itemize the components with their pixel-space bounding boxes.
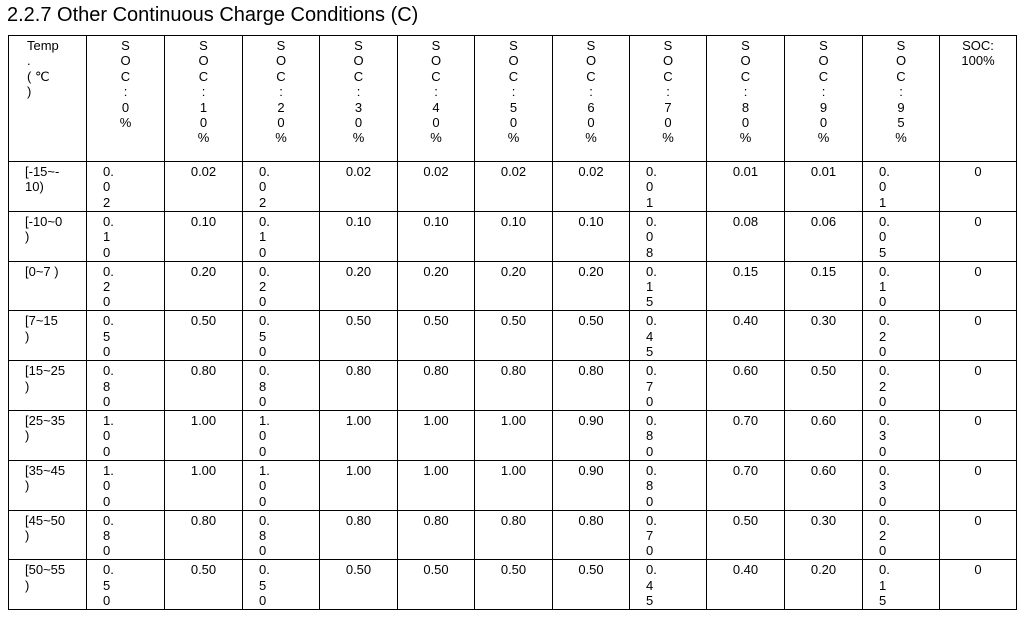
cell-value: 0	[974, 263, 982, 279]
row-temp-cell	[9, 261, 87, 311]
cell-soc-90	[785, 560, 863, 610]
cell-soc-0	[87, 261, 165, 311]
cell-soc-60	[553, 361, 630, 411]
cell-value: 0. 4 5	[646, 562, 657, 609]
cell-value: 0. 1 5	[646, 263, 657, 310]
cell-soc-60	[553, 510, 630, 560]
cell-value: 1. 0 0	[259, 412, 270, 459]
column-header-label: S O C : 7 0 %	[662, 38, 674, 146]
cell-soc-70	[630, 460, 707, 510]
cell-soc-20	[243, 560, 320, 610]
cell-value: 1.00	[500, 412, 527, 428]
table-row	[9, 410, 1017, 460]
cell-value: 0. 0 8	[646, 213, 657, 260]
cell-value: 0. 8 0	[646, 462, 657, 509]
cell-value: 0. 8 0	[259, 363, 270, 409]
cell-soc-95	[863, 560, 940, 610]
cell-soc-95	[863, 311, 940, 361]
cell-value: 0	[974, 313, 982, 329]
cell-soc-0	[87, 162, 165, 212]
cell-value: 0.80	[423, 512, 449, 528]
cell-value: 0. 2 0	[879, 313, 890, 360]
table-row	[9, 510, 1017, 560]
cell-value: 0.01	[810, 164, 837, 179]
cell-soc-80	[707, 560, 785, 610]
cell-soc-30	[320, 261, 398, 311]
cell-value: 0.01	[732, 164, 759, 179]
cell-soc-100	[940, 261, 1017, 311]
cell-value: 0.50	[190, 562, 217, 578]
column-header-label: S O C : 0 %	[119, 38, 132, 131]
cell-value: 0.02	[423, 164, 449, 179]
cell-value: 0.20	[810, 562, 837, 578]
row-temp-cell	[9, 311, 87, 361]
cell-value: 1. 0 0	[103, 412, 114, 459]
cell-soc-0	[87, 361, 165, 411]
cell-soc-20	[243, 460, 320, 510]
column-header-label: SOC: 100%	[961, 38, 995, 69]
cell-value: 1.00	[500, 462, 527, 478]
cell-soc-30	[320, 311, 398, 361]
cell-value: 0.80	[500, 363, 527, 379]
row-temp-label: [15~25 )	[25, 363, 66, 394]
row-temp-label: [0~7 )	[25, 263, 59, 279]
cell-soc-90	[785, 361, 863, 411]
cell-soc-30	[320, 410, 398, 460]
cell-value: 0.80	[190, 512, 217, 528]
cell-value: 0. 4 5	[646, 313, 657, 360]
cell-soc-0	[87, 410, 165, 460]
column-header-label: Temp . ( ℃ )	[27, 38, 59, 100]
cell-soc-90	[785, 211, 863, 261]
cell-soc-80	[707, 510, 785, 560]
cell-soc-90	[785, 162, 863, 212]
cell-soc-10	[165, 410, 243, 460]
cell-soc-80	[707, 460, 785, 510]
cell-value: 0.02	[190, 164, 217, 179]
cell-soc-50	[475, 460, 553, 510]
cell-soc-40	[398, 311, 475, 361]
cell-value: 0.50	[190, 313, 217, 329]
cell-value: 0.80	[345, 512, 372, 528]
cell-value: 0. 8 0	[259, 512, 270, 559]
cell-soc-0	[87, 510, 165, 560]
cell-value: 0. 7 0	[646, 363, 657, 409]
cell-soc-100	[940, 162, 1017, 212]
cell-value: 0.60	[732, 363, 759, 379]
cell-soc-40	[398, 510, 475, 560]
cell-value: 0.10	[500, 213, 527, 229]
row-temp-label: [25~35 )	[25, 412, 66, 444]
cell-soc-80	[707, 410, 785, 460]
cell-value: 0. 3 0	[879, 412, 890, 459]
row-temp-cell	[9, 211, 87, 261]
cell-value: 0. 8 0	[103, 512, 114, 559]
table-body	[9, 162, 1017, 610]
column-header-soc-95	[863, 36, 940, 162]
column-header-label: S O C : 1 0 %	[197, 38, 210, 146]
cell-soc-100	[940, 211, 1017, 261]
cell-soc-60	[553, 560, 630, 610]
cell-soc-95	[863, 361, 940, 411]
cell-soc-80	[707, 261, 785, 311]
column-header-soc-70	[630, 36, 707, 162]
table-row	[9, 261, 1017, 311]
cell-value: 0.50	[500, 562, 527, 578]
cell-value: 0. 5 0	[259, 313, 270, 360]
cell-value: 0. 0 5	[879, 213, 890, 260]
cell-soc-50	[475, 261, 553, 311]
cell-value: 1.00	[423, 462, 449, 478]
cell-soc-70	[630, 211, 707, 261]
cell-soc-20	[243, 510, 320, 560]
column-header-soc-20	[243, 36, 320, 162]
cell-value: 1.00	[345, 462, 372, 478]
cell-value: 0	[974, 412, 982, 428]
cell-value: 0.10	[190, 213, 217, 229]
cell-value: 0	[974, 512, 982, 528]
cell-soc-60	[553, 261, 630, 311]
cell-value: 0. 1 0	[879, 263, 890, 310]
cell-soc-50	[475, 361, 553, 411]
table-row	[9, 460, 1017, 510]
section-title: 2.2.7 Other Continuous Charge Conditions (C)	[7, 4, 419, 26]
cell-value: 0.02	[345, 164, 372, 179]
cell-soc-100	[940, 311, 1017, 361]
cell-soc-50	[475, 510, 553, 560]
row-temp-label: [-15~- 10)	[25, 164, 60, 195]
cell-soc-90	[785, 460, 863, 510]
cell-soc-70	[630, 560, 707, 610]
cell-soc-95	[863, 460, 940, 510]
cell-soc-100	[940, 510, 1017, 560]
cell-value: 0.02	[500, 164, 527, 179]
cell-value: 0.50	[500, 313, 527, 329]
cell-soc-95	[863, 261, 940, 311]
cell-soc-80	[707, 311, 785, 361]
cell-soc-20	[243, 211, 320, 261]
cell-value: 0.50	[345, 313, 372, 329]
cell-value: 0.06	[810, 213, 837, 229]
table-row	[9, 311, 1017, 361]
cell-soc-40	[398, 361, 475, 411]
cell-value: 0.50	[423, 313, 449, 329]
cell-soc-50	[475, 211, 553, 261]
row-temp-label: [7~15 )	[25, 313, 58, 344]
cell-soc-95	[863, 510, 940, 560]
cell-value: 0. 2 0	[103, 263, 114, 310]
cell-soc-10	[165, 460, 243, 510]
cell-value: 1. 0 0	[103, 462, 114, 509]
cell-soc-95	[863, 162, 940, 212]
cell-value: 0	[974, 462, 982, 478]
cell-value: 1.00	[190, 412, 217, 428]
cell-value: 0.50	[578, 313, 604, 329]
cell-value: 0. 0 1	[879, 164, 890, 210]
cell-value: 1. 0 0	[259, 462, 270, 509]
cell-value: 0. 3 0	[879, 462, 890, 509]
cell-soc-80	[707, 361, 785, 411]
column-header-temp	[9, 36, 87, 162]
cell-value: 0.70	[732, 462, 759, 478]
cell-value: 0.80	[190, 363, 217, 379]
cell-value: 0	[974, 164, 982, 179]
cell-value: 0.20	[423, 263, 449, 279]
cell-value: 0.60	[810, 412, 837, 428]
cell-soc-50	[475, 410, 553, 460]
cell-soc-90	[785, 510, 863, 560]
row-temp-label: [50~55 )	[25, 562, 66, 593]
cell-value: 1.00	[190, 462, 217, 478]
header-row	[9, 36, 1017, 162]
cell-soc-20	[243, 410, 320, 460]
cell-soc-100	[940, 460, 1017, 510]
cell-soc-50	[475, 560, 553, 610]
cell-value: 0.40	[732, 313, 759, 329]
column-header-soc-100	[940, 36, 1017, 162]
row-temp-cell	[9, 560, 87, 610]
column-header-soc-50	[475, 36, 553, 162]
cell-value: 0. 5 0	[103, 313, 114, 360]
row-temp-cell	[9, 460, 87, 510]
column-header-soc-60	[553, 36, 630, 162]
cell-soc-30	[320, 361, 398, 411]
cell-soc-0	[87, 211, 165, 261]
cell-soc-10	[165, 361, 243, 411]
cell-soc-20	[243, 162, 320, 212]
cell-soc-0	[87, 560, 165, 610]
row-temp-label: [45~50 )	[25, 512, 66, 543]
cell-soc-30	[320, 211, 398, 261]
table-row	[9, 162, 1017, 212]
column-header-soc-40	[398, 36, 475, 162]
cell-value: 0.30	[810, 512, 837, 528]
cell-soc-95	[863, 410, 940, 460]
cell-value: 0. 2 0	[259, 263, 270, 310]
cell-soc-95	[863, 211, 940, 261]
cell-value: 0.80	[423, 363, 449, 379]
row-temp-label: [-10~0 )	[25, 213, 63, 245]
cell-value: 0	[974, 213, 982, 229]
cell-value: 0.15	[810, 263, 837, 279]
cell-soc-10	[165, 162, 243, 212]
column-header-label: S O C : 5 0 %	[507, 38, 520, 146]
cell-soc-70	[630, 410, 707, 460]
cell-value: 0.90	[578, 412, 604, 428]
row-temp-cell	[9, 162, 87, 212]
cell-soc-100	[940, 410, 1017, 460]
cell-value: 0. 1 5	[879, 562, 890, 609]
cell-soc-50	[475, 311, 553, 361]
cell-value: 0	[974, 562, 982, 578]
cell-soc-40	[398, 460, 475, 510]
cell-soc-10	[165, 560, 243, 610]
cell-soc-10	[165, 261, 243, 311]
cell-soc-30	[320, 460, 398, 510]
cell-value: 0.80	[500, 512, 527, 528]
cell-value: 1.00	[423, 412, 449, 428]
cell-value: 0.50	[345, 562, 372, 578]
row-temp-label: [35~45 )	[25, 462, 66, 494]
cell-soc-70	[630, 510, 707, 560]
cell-value: 0. 0 2	[259, 164, 270, 210]
column-header-soc-10	[165, 36, 243, 162]
cell-value: 0.50	[578, 562, 604, 578]
cell-value: 0.10	[423, 213, 449, 229]
cell-value: 0.70	[732, 412, 759, 428]
cell-soc-50	[475, 162, 553, 212]
cell-soc-60	[553, 460, 630, 510]
cell-value: 0. 7 0	[646, 512, 657, 559]
cell-value: 1.00	[345, 412, 372, 428]
charge-conditions-table	[8, 35, 1017, 610]
cell-value: 0.20	[345, 263, 372, 279]
cell-soc-40	[398, 162, 475, 212]
cell-soc-100	[940, 361, 1017, 411]
cell-value: 0.02	[578, 164, 604, 179]
cell-value: 0. 0 2	[103, 164, 114, 210]
cell-soc-70	[630, 261, 707, 311]
cell-soc-90	[785, 410, 863, 460]
cell-soc-40	[398, 560, 475, 610]
cell-soc-20	[243, 361, 320, 411]
cell-value: 0. 1 0	[259, 213, 270, 260]
cell-soc-20	[243, 261, 320, 311]
cell-soc-60	[553, 311, 630, 361]
cell-soc-30	[320, 560, 398, 610]
cell-value: 0.10	[345, 213, 372, 229]
cell-value: 0.30	[810, 313, 837, 329]
cell-value: 0.50	[423, 562, 449, 578]
cell-soc-30	[320, 162, 398, 212]
cell-value: 0.15	[732, 263, 759, 279]
cell-soc-70	[630, 311, 707, 361]
cell-value: 0.20	[578, 263, 604, 279]
cell-value: 0.10	[578, 213, 604, 229]
cell-value: 0.80	[345, 363, 372, 379]
cell-soc-70	[630, 162, 707, 212]
cell-soc-80	[707, 211, 785, 261]
cell-soc-0	[87, 311, 165, 361]
cell-value: 0	[974, 363, 982, 379]
column-header-label: S O C : 4 0 %	[430, 38, 442, 146]
column-header-label: S O C : 2 0 %	[275, 38, 287, 146]
cell-soc-100	[940, 560, 1017, 610]
cell-value: 0. 8 0	[103, 363, 114, 409]
column-header-soc-30	[320, 36, 398, 162]
cell-soc-10	[165, 311, 243, 361]
cell-soc-30	[320, 510, 398, 560]
cell-value: 0. 2 0	[879, 363, 890, 409]
cell-value: 0. 0 1	[646, 164, 657, 210]
row-temp-cell	[9, 361, 87, 411]
row-temp-cell	[9, 410, 87, 460]
cell-value: 0.60	[810, 462, 837, 478]
cell-soc-20	[243, 311, 320, 361]
table-row	[9, 361, 1017, 411]
cell-value: 0.50	[732, 512, 759, 528]
cell-soc-90	[785, 261, 863, 311]
cell-value: 0.90	[578, 462, 604, 478]
cell-soc-10	[165, 211, 243, 261]
cell-value: 0. 1 0	[103, 213, 114, 260]
cell-value: 0.20	[500, 263, 527, 279]
cell-soc-70	[630, 361, 707, 411]
table-row	[9, 211, 1017, 261]
cell-value: 0. 8 0	[646, 412, 657, 459]
cell-value: 0.20	[190, 263, 217, 279]
column-header-label: S O C : 3 0 %	[352, 38, 365, 146]
column-header-label: S O C : 9 5 %	[895, 38, 907, 146]
cell-soc-60	[553, 211, 630, 261]
cell-value: 0. 5 0	[259, 562, 270, 609]
cell-value: 0.80	[578, 512, 604, 528]
cell-value: 0.80	[578, 363, 604, 379]
cell-soc-10	[165, 510, 243, 560]
column-header-soc-0	[87, 36, 165, 162]
cell-soc-0	[87, 460, 165, 510]
cell-value: 0. 5 0	[103, 562, 114, 609]
cell-value: 0. 2 0	[879, 512, 890, 559]
cell-value: 0.40	[732, 562, 759, 578]
column-header-label: S O C : 8 0 %	[739, 38, 752, 146]
cell-soc-40	[398, 410, 475, 460]
cell-soc-40	[398, 261, 475, 311]
cell-soc-90	[785, 311, 863, 361]
cell-value: 0.50	[810, 363, 837, 379]
cell-soc-80	[707, 162, 785, 212]
column-header-soc-90	[785, 36, 863, 162]
column-header-soc-80	[707, 36, 785, 162]
cell-soc-60	[553, 410, 630, 460]
cell-value: 0.08	[732, 213, 759, 229]
column-header-label: S O C : 9 0 %	[817, 38, 830, 146]
row-temp-cell	[9, 510, 87, 560]
column-header-label: S O C : 6 0 %	[585, 38, 597, 146]
cell-soc-60	[553, 162, 630, 212]
table-row	[9, 560, 1017, 610]
cell-soc-40	[398, 211, 475, 261]
